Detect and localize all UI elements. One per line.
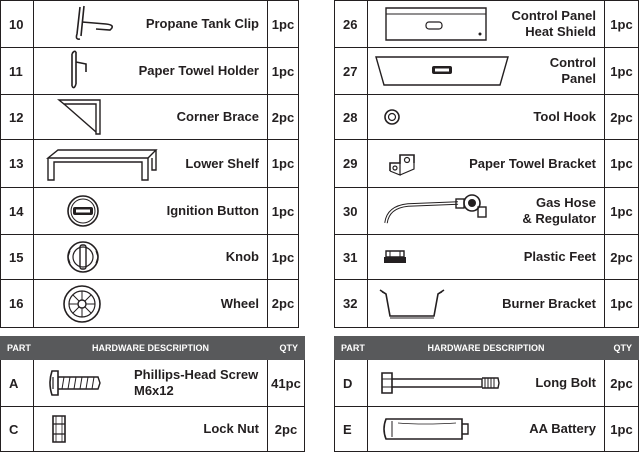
part-number: 30 bbox=[335, 188, 368, 235]
part-number: 12 bbox=[1, 95, 34, 140]
part-qty: 1pc bbox=[605, 280, 639, 328]
parts-table-right bbox=[334, 0, 639, 328]
battery-icon bbox=[378, 415, 474, 443]
tank-clip-icon bbox=[66, 4, 122, 44]
part-qty: 1pc bbox=[605, 140, 639, 188]
part-qty: 2pc bbox=[268, 280, 299, 328]
hardware-name-line1: Phillips-Head Screw bbox=[134, 367, 259, 382]
lock-nut-icon bbox=[50, 412, 68, 446]
part-number: 27 bbox=[335, 48, 368, 95]
hardware-name-line2: M6x12 bbox=[134, 383, 174, 398]
part-qty: 2pc bbox=[605, 235, 639, 280]
part-qty: 1pc bbox=[605, 1, 639, 48]
part-name: Ignition Button bbox=[166, 203, 259, 218]
part-row bbox=[335, 280, 639, 328]
hardware-row bbox=[335, 360, 639, 407]
part-qty: 2pc bbox=[605, 95, 639, 140]
part-row bbox=[335, 48, 639, 95]
part-name: Lower Shelf bbox=[185, 155, 259, 171]
hardware-part: C bbox=[1, 407, 34, 452]
part-row bbox=[1, 140, 299, 188]
burner-bracket-icon bbox=[376, 286, 448, 322]
part-row bbox=[1, 48, 299, 95]
part-name: Propane Tank Clip bbox=[145, 16, 259, 31]
part-row bbox=[1, 235, 299, 280]
header-qty: QTY bbox=[605, 337, 639, 360]
part-row bbox=[335, 95, 639, 140]
hardware-part: A bbox=[1, 360, 34, 407]
part-number: 15 bbox=[1, 235, 34, 280]
part-qty: 2pc bbox=[268, 95, 299, 140]
part-qty: 1pc bbox=[605, 48, 639, 95]
lower-shelf-icon bbox=[44, 144, 160, 184]
plastic-feet-icon bbox=[382, 247, 408, 267]
part-row bbox=[335, 235, 639, 280]
part-number: 10 bbox=[1, 1, 34, 48]
corner-brace-icon bbox=[56, 97, 104, 137]
part-name: Burner Bracket bbox=[502, 295, 596, 311]
part-qty: 1pc bbox=[268, 48, 299, 95]
part-number: 29 bbox=[335, 140, 368, 188]
part-number: 28 bbox=[335, 95, 368, 140]
part-qty: 1pc bbox=[268, 188, 299, 235]
hardware-header bbox=[335, 337, 639, 360]
hardware-row bbox=[335, 407, 639, 452]
part-name-line2: Panel bbox=[561, 71, 596, 86]
hardware-part: D bbox=[335, 360, 368, 407]
part-number: 31 bbox=[335, 235, 368, 280]
hardware-qty: 2pc bbox=[268, 407, 305, 452]
part-number: 32 bbox=[335, 280, 368, 328]
hardware-header bbox=[1, 337, 305, 360]
control-panel-icon bbox=[374, 53, 510, 89]
part-row bbox=[1, 280, 299, 328]
part-number: 14 bbox=[1, 188, 34, 235]
part-name-line1: Control bbox=[549, 55, 596, 70]
part-number: 13 bbox=[1, 140, 34, 188]
part-number: 11 bbox=[1, 48, 34, 95]
ignition-button-icon bbox=[66, 194, 100, 228]
part-name: Corner Brace bbox=[176, 109, 259, 124]
header-description: HARDWARE DESCRIPTION bbox=[34, 337, 268, 360]
wheel-icon bbox=[62, 284, 102, 324]
hardware-qty: 2pc bbox=[605, 360, 639, 407]
part-name-line1: Control Panel bbox=[511, 8, 596, 23]
part-name: Tool Hook bbox=[533, 109, 596, 124]
tool-hook-icon bbox=[382, 107, 402, 127]
part-row bbox=[335, 1, 639, 48]
screw-icon bbox=[48, 367, 104, 399]
hardware-qty: 41pc bbox=[268, 360, 305, 407]
header-qty: QTY bbox=[268, 337, 305, 360]
part-name-line2: & Regulator bbox=[522, 211, 596, 226]
part-row bbox=[1, 188, 299, 235]
towel-bracket-icon bbox=[386, 149, 422, 179]
part-name: Knob bbox=[225, 249, 259, 264]
heat-shield-icon bbox=[382, 4, 490, 44]
hardware-row bbox=[1, 360, 305, 407]
hardware-name: Lock Nut bbox=[203, 421, 259, 436]
part-qty: 1pc bbox=[268, 140, 299, 188]
knob-icon bbox=[66, 238, 100, 276]
hardware-part: E bbox=[335, 407, 368, 452]
hardware-row bbox=[1, 407, 305, 452]
part-name-line2: Heat Shield bbox=[525, 24, 596, 39]
header-part: PART bbox=[335, 337, 368, 360]
hardware-name: Long Bolt bbox=[535, 375, 596, 390]
part-row bbox=[335, 140, 639, 188]
part-name: Wheel bbox=[220, 295, 259, 311]
part-name: Plastic Feet bbox=[523, 249, 596, 264]
part-number: 26 bbox=[335, 1, 368, 48]
hardware-qty: 1pc bbox=[605, 407, 639, 452]
gas-hose-icon bbox=[378, 193, 490, 229]
part-row bbox=[1, 1, 299, 48]
part-number: 16 bbox=[1, 280, 34, 328]
towel-holder-icon bbox=[62, 50, 98, 92]
part-row bbox=[335, 188, 639, 235]
header-description: HARDWARE DESCRIPTION bbox=[368, 337, 605, 360]
hardware-name: AA Battery bbox=[529, 421, 596, 436]
hardware-table-right bbox=[334, 336, 639, 452]
part-name: Paper Towel Bracket bbox=[469, 155, 596, 171]
part-qty: 1pc bbox=[605, 188, 639, 235]
part-qty: 1pc bbox=[268, 235, 299, 280]
header-part: PART bbox=[1, 337, 34, 360]
part-qty: 1pc bbox=[268, 1, 299, 48]
part-name: Paper Towel Holder bbox=[138, 63, 259, 78]
part-name-line1: Gas Hose bbox=[536, 195, 596, 210]
long-bolt-icon bbox=[378, 369, 502, 397]
parts-table-left bbox=[0, 0, 299, 328]
part-row bbox=[1, 95, 299, 140]
hardware-table-left bbox=[0, 336, 305, 452]
